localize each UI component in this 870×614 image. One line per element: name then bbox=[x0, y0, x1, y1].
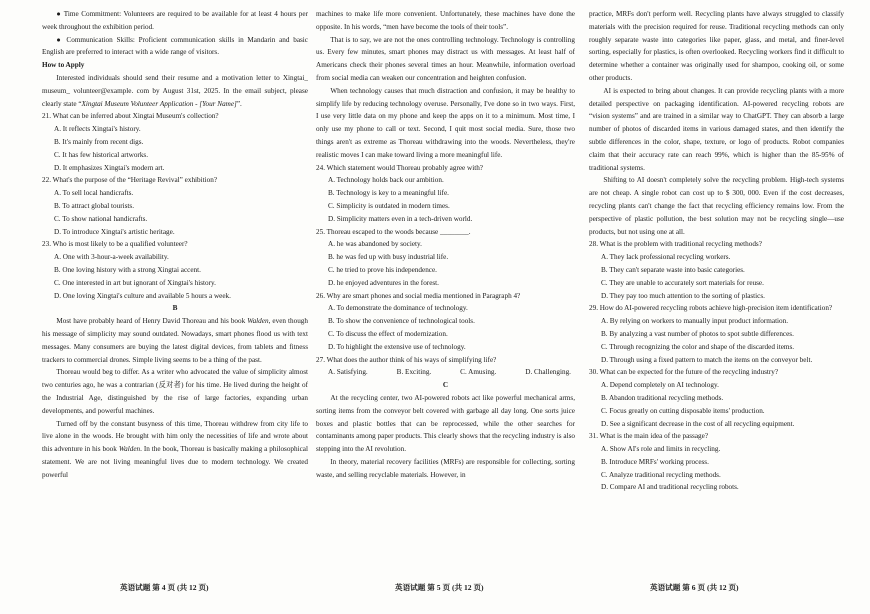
option: A. he was abandoned by society. bbox=[328, 240, 422, 249]
page-footer-4: 英语试题 第 4 页 (共 12 页) bbox=[120, 583, 209, 592]
question-24: 24. Which statement would Thoreau probably agree with? bbox=[316, 163, 483, 172]
bullet-communication-skills: ● Communication Skills: Proficient communication skills in Mandarin and basic English are preferred to interact with a wide range of visitors. bbox=[42, 35, 308, 57]
option: C. They are unable to accurately sort materials for reuse. bbox=[601, 278, 764, 287]
option: D. See a significant decrease in the cost of all recycling equipment. bbox=[601, 419, 795, 428]
question-29: 29. How do AI-powered recycling robots achieve high-precision item identification? bbox=[589, 304, 833, 313]
option: B. Exciting. bbox=[396, 368, 432, 377]
passage-b-paragraph-3: Turned off by the constant busyness of this time, Thoreau withdrew from city life to live alone in the woods. He brought with him only the necessities of life and wrote about this adventure in his book Walden. In the book, Thoreau is basically making a philosophical statement. We are not living meaningful lives due to modern technology. We created powerful bbox=[42, 419, 308, 479]
option: A. Technology holds back our ambition. bbox=[328, 176, 444, 185]
passage-b-paragraph-1: Most have probably heard of Henry David Thoreau and his book Walden, even though his message of simplicity may sound outdated. Nowadays, smart phones flood us with text messages. Many consumers are buying the latest digital devices, from tablets and fitness trackers to commercial drones. Simple living seems to be a thing of the past. bbox=[42, 317, 308, 364]
question-31: 31. What is the main idea of the passage? bbox=[589, 432, 709, 441]
column-page-5 bbox=[316, 8, 575, 574]
question-27-options bbox=[316, 366, 575, 379]
option: D. Compare AI and traditional recycling robots. bbox=[601, 483, 739, 492]
option: B. By analyzing a vast number of photos to spot subtle differences. bbox=[601, 329, 794, 338]
option: C. One interested in art but ignorant of Xingtai's history. bbox=[54, 278, 216, 287]
page-footer-5: 英语试题 第 5 页 (共 12 页) bbox=[395, 583, 484, 592]
section-b-heading: B bbox=[172, 304, 178, 313]
option: C. To show national handicrafts. bbox=[54, 214, 148, 223]
option: A. By relying on workers to manually input product information. bbox=[601, 317, 789, 326]
question-22: 22. What's the purpose of the “Heritage Revival” exhibition? bbox=[42, 176, 218, 185]
option: A. Satisfying. bbox=[328, 368, 368, 377]
question-28: 28. What is the problem with traditional recycling methods? bbox=[589, 240, 762, 249]
passage-c-paragraph-2-cont: practice, MRFs don't perform well. Recycling plants have always struggled to classify materials with the precision required for reuse. Traditional recycling methods can only roughly separate waste into categories like paper, glass, and metal, and finer-level sorting, especially for plastics, is often overlooked. Recycling workers find it difficult to determine whether a container was originally used for shampoo, cooking oil, or some other products. bbox=[589, 10, 844, 82]
question-23: 23. Who is most likely to be a qualified volunteer? bbox=[42, 240, 188, 249]
option: B. They can't separate waste into basic categories. bbox=[601, 265, 745, 274]
bullet-time-commitment: ● Time Commitment: Volunteers are required to be available for at least 4 hours per week throughout the exhibition period. bbox=[42, 10, 308, 31]
passage-c-paragraph-1: At the recycling center, two AI-powered robots act like powerful mechanical arms, sorting items from the conveyor belt covered with garbage all day long. One sorts juice boxes and plastic bottles that can be reprocessed, while the other searches for contaminants among paper products. This clearly shows that the recycling industry is also stepping into the AI revolution. bbox=[316, 393, 575, 454]
option: B. Introduce MRFs' working process. bbox=[601, 457, 709, 466]
option: C. Analyze traditional recycling methods. bbox=[601, 470, 721, 479]
option: D. They pay too much attention to the sorting of plastics. bbox=[601, 291, 765, 300]
option: D. One loving Xingtai's culture and available 5 hours a week. bbox=[54, 291, 231, 300]
option: D. To introduce Xingtai's artistic heritage. bbox=[54, 227, 175, 236]
option: B. he was fed up with busy industrial life. bbox=[328, 253, 449, 262]
page-footer-6: 英语试题 第 6 页 (共 12 页) bbox=[650, 583, 739, 592]
how-to-apply-heading: How to Apply bbox=[42, 61, 85, 70]
option: B. To show the convenience of technological tools. bbox=[328, 317, 475, 326]
question-30: 30. What can be expected for the future of the recycling industry? bbox=[589, 368, 779, 377]
passage-b-paragraph-2: Thoreau would beg to differ. As a writer who advocated the value of simplicity almost two centuries ago, he was a contrarian (反对者) for his time. He lived during the height of the Industrial Age, distinguished by the rise of large factories, expanding urban developments, and powerful machines. bbox=[42, 368, 308, 415]
option: A. Show AI's role and limits in recycling. bbox=[601, 445, 721, 454]
option: D. To highlight the extensive use of technology. bbox=[328, 342, 466, 351]
option: A. Depend completely on AI technology. bbox=[601, 381, 719, 390]
passage-c-paragraph-2: In theory, material recovery facilities (MRFs) are responsible for collecting, sorting waste, and selling recyclable materials. However, in bbox=[316, 457, 575, 479]
option: C. To discuss the effect of modernization. bbox=[328, 329, 448, 338]
option: B. To attract global tourists. bbox=[54, 201, 135, 210]
option: D. Simplicity matters even in a tech-driven world. bbox=[328, 214, 473, 223]
option: A. It reflects Xingtai's history. bbox=[54, 125, 141, 134]
apply-paragraph: Interested individuals should send their resume and a motivation letter to Xingtai_ museum_ volunteer@example. com by August 31st, 2025. In the email subject, please clearly state “Xingtai Museum Volunteer Application - [Your Name]”. bbox=[42, 73, 308, 108]
option: B. Technology is key to a meaningful life. bbox=[328, 189, 449, 198]
question-25: 25. Thoreau escaped to the woods because ________. bbox=[316, 227, 471, 236]
option: B. Abandon traditional recycling methods. bbox=[601, 393, 724, 402]
option: D. Through using a fixed pattern to match the items on the conveyor belt. bbox=[601, 355, 813, 364]
option: D. he enjoyed adventures in the forest. bbox=[328, 278, 439, 287]
passage-b-paragraph-5: When technology causes that much distraction and confusion, it may be healthy to simplify life by reducing technology overuse. Personally, I've done so in two ways. First, I use very little data on my phone and keep the apps on it to a minimum. Most time, I only use my phone to call or text. Second, I quit most social media. Sure, those two things aren't as extreme as Thoreau withdrawing into the woods. Nevertheless, they're realistic moves I can make toward living a more meaningful life. bbox=[316, 86, 575, 159]
column-page-6 bbox=[589, 8, 844, 574]
option: A. They lack professional recycling workers. bbox=[601, 253, 731, 262]
option: D. Challenging. bbox=[525, 368, 571, 377]
option: A. To sell local handicrafts. bbox=[54, 189, 134, 198]
option: C. Focus greatly on cutting disposable items' production. bbox=[601, 406, 765, 415]
column-page-4 bbox=[42, 8, 308, 574]
passage-b-paragraph-4: That is to say, we are not the ones controlling technology. Technology is controlling us. Every few minutes, smart phones may distract us with messages. At least half of Americans check their phones several times an hour. Meanwhile, information overload from social media can weaken our concentration and heighten confusion. bbox=[316, 35, 575, 82]
option: C. he tried to prove his independence. bbox=[328, 265, 437, 274]
question-26: 26. Why are smart phones and social media mentioned in Paragraph 4? bbox=[316, 291, 521, 300]
option: A. To demonstrate the dominance of technology. bbox=[328, 304, 468, 313]
passage-b-paragraph-3-cont: machines to make life more convenient. Unfortunately, these machines have done the opposite. In his words, “men have become the tools of their tools”. bbox=[316, 10, 575, 31]
option: D. It emphasizes Xingtai's modern art. bbox=[54, 163, 165, 172]
option: A. One with 3-hour-a-week availability. bbox=[54, 253, 169, 262]
option: C. Amusing. bbox=[460, 368, 497, 377]
option: C. It has few historical artworks. bbox=[54, 150, 149, 159]
option: B. It's mainly from recent digs. bbox=[54, 137, 144, 146]
passage-c-paragraph-4: Shifting to AI doesn't completely solve the recycling problem. High-tech systems are not cheap. A single robot can cost up to $ 300, 000. Even if the cost decreases, recycling plants can't change the fact that recycling efficiency remains low. From the perspective of plastic pollution, the best solution may not be recycling single—use products, but not using one at all. bbox=[589, 176, 844, 236]
section-c-heading: C bbox=[442, 381, 449, 390]
option: C. Through recognizing the color and shape of the discarded items. bbox=[601, 342, 795, 351]
question-27: 27. What does the author think of his ways of simplifying life? bbox=[316, 355, 497, 364]
passage-c-paragraph-3: AI is expected to bring about changes. It can provide recycling plants with a more detailed perspective on packaging identification. AI-powered recycling robots are “vision systems” and are trained in a similar way to ChatGPT. They can absorb a large number of photos of discarded items in various damaged states, and then identify the subtle differences in the color, shape, texture, or logo of products. Robot companies claim that their accuracy rate can reach 99%, which is higher than the 85-95% of traditional systems. bbox=[589, 86, 844, 172]
option: C. Simplicity is outdated in modern times. bbox=[328, 201, 450, 210]
option: B. One loving history with a strong Xingtai accent. bbox=[54, 265, 201, 274]
question-21: 21. What can be inferred about Xingtai Museum's collection? bbox=[42, 112, 219, 121]
